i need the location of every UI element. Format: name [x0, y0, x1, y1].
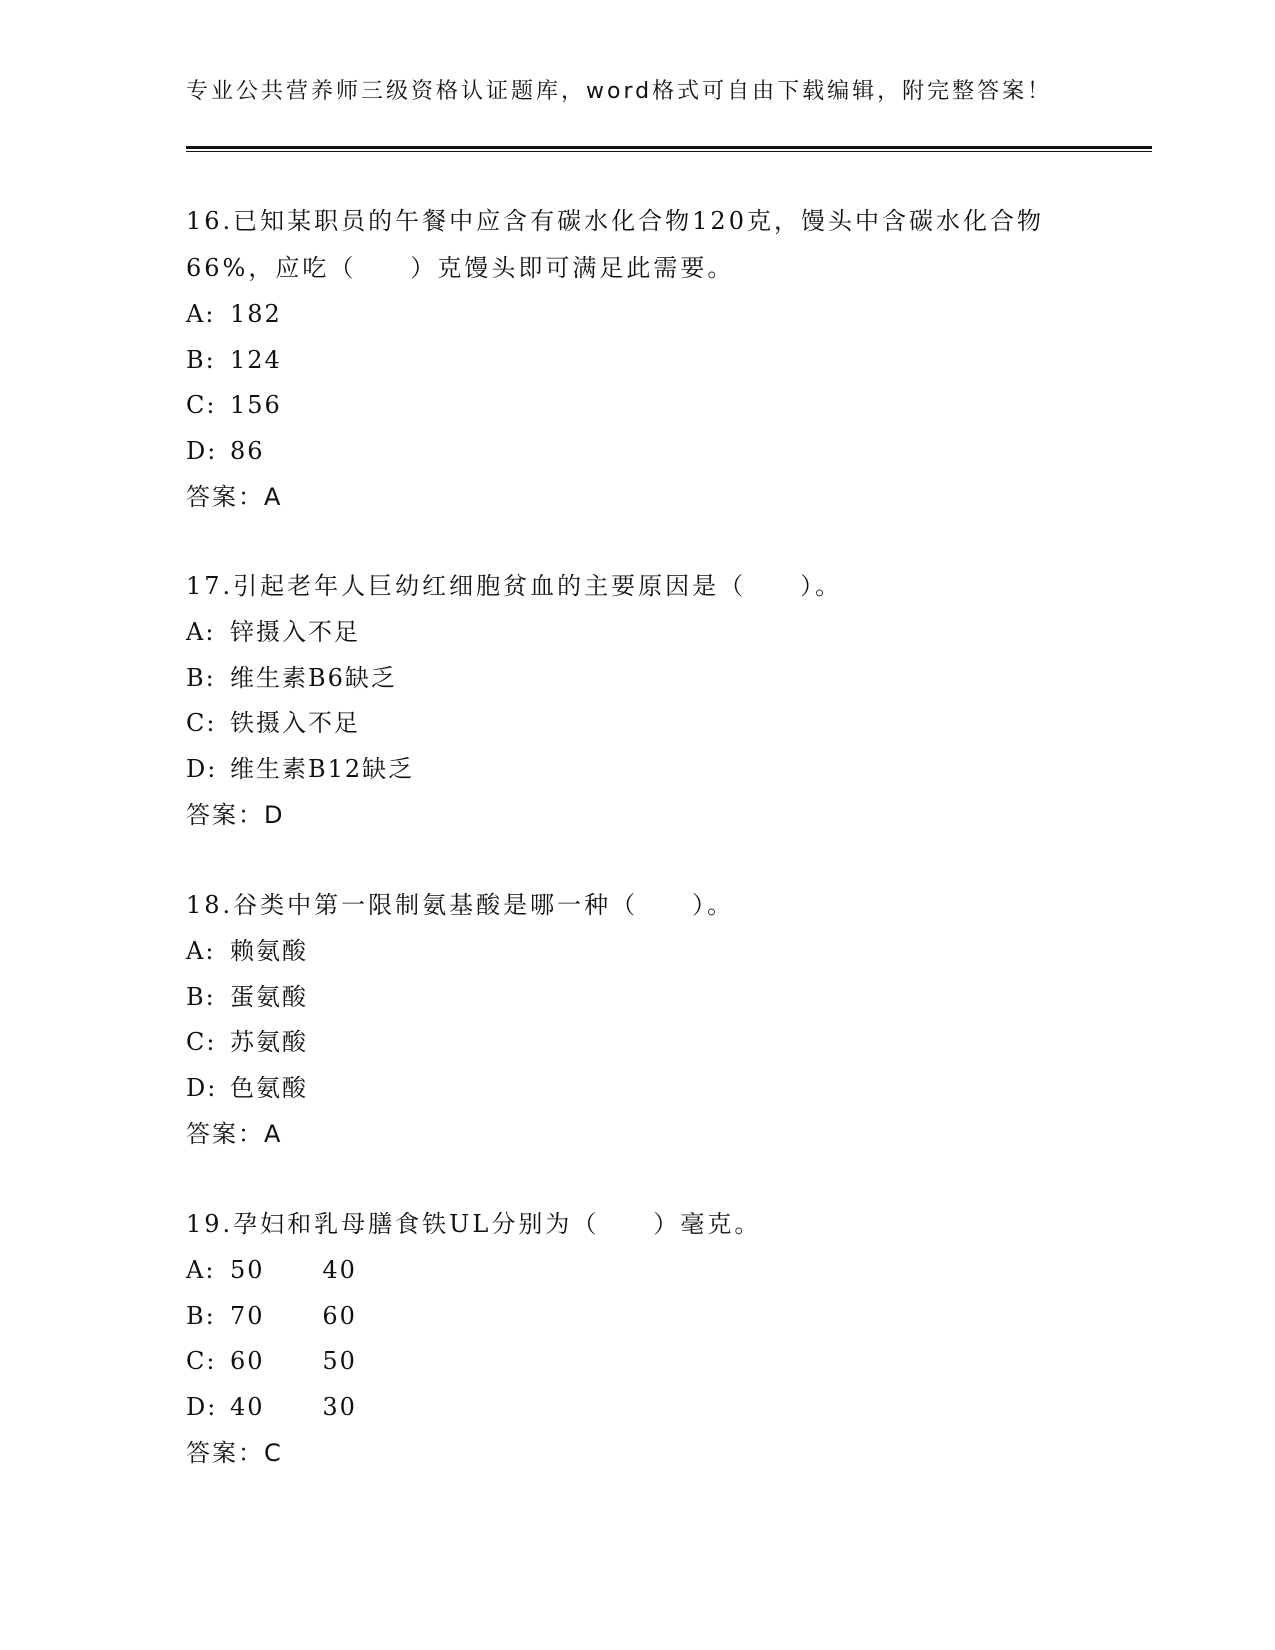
- answer-line: 答案：C: [186, 1439, 283, 1467]
- answer-line: 答案：A: [186, 1120, 283, 1148]
- option-d: D: 40 30: [186, 1392, 357, 1421]
- question-stem: 19.孕妇和乳母膳食铁UL分别为（ ）毫克。: [186, 1210, 762, 1238]
- question-17: [186, 563, 1086, 838]
- question-16: [186, 198, 1086, 520]
- answer-line: 答案：D: [186, 801, 285, 829]
- answer-line: 答案：A: [186, 483, 283, 511]
- option-d: D: 维生素B12缺乏: [186, 754, 415, 783]
- option-a: A: 50 40: [186, 1256, 357, 1284]
- question-stem: 18.谷类中第一限制氨基酸是哪一种（ ）。: [186, 891, 735, 919]
- option-d: D: 86: [186, 436, 265, 465]
- question-19: [186, 1201, 1086, 1476]
- option-c: C: 铁摄入不足: [186, 709, 360, 737]
- option-b: B: 70 60: [186, 1301, 357, 1330]
- document-header: 专业公共营养师三级资格认证题库，word格式可自由下载编辑，附完整答案！: [186, 79, 1053, 104]
- option-a: A: 锌摄入不足: [186, 618, 360, 646]
- header-divider: [186, 146, 1152, 149]
- option-b: B: 124: [186, 345, 282, 374]
- option-c: C: 60 50: [186, 1347, 357, 1375]
- option-a: A: 182: [186, 300, 282, 328]
- question-stem: 16.已知某职员的午餐中应含有碳水化合物120克，馒头中含碳水化合物66%，应吃（ ）克馒头即可满足此需要。: [186, 207, 1044, 282]
- option-c: C: 156: [186, 391, 282, 419]
- option-c: C: 苏氨酸: [186, 1028, 308, 1056]
- option-a: A: 赖氨酸: [186, 937, 308, 965]
- header-divider-thin: [186, 151, 1152, 152]
- question-18: [186, 882, 1086, 1157]
- option-d: D: 色氨酸: [186, 1073, 308, 1102]
- option-b: B: 维生素B6缺乏: [186, 663, 397, 692]
- question-stem: 17.引起老年人巨幼红细胞贫血的主要原因是（ ）。: [186, 572, 843, 600]
- option-b: B: 蛋氨酸: [186, 982, 308, 1011]
